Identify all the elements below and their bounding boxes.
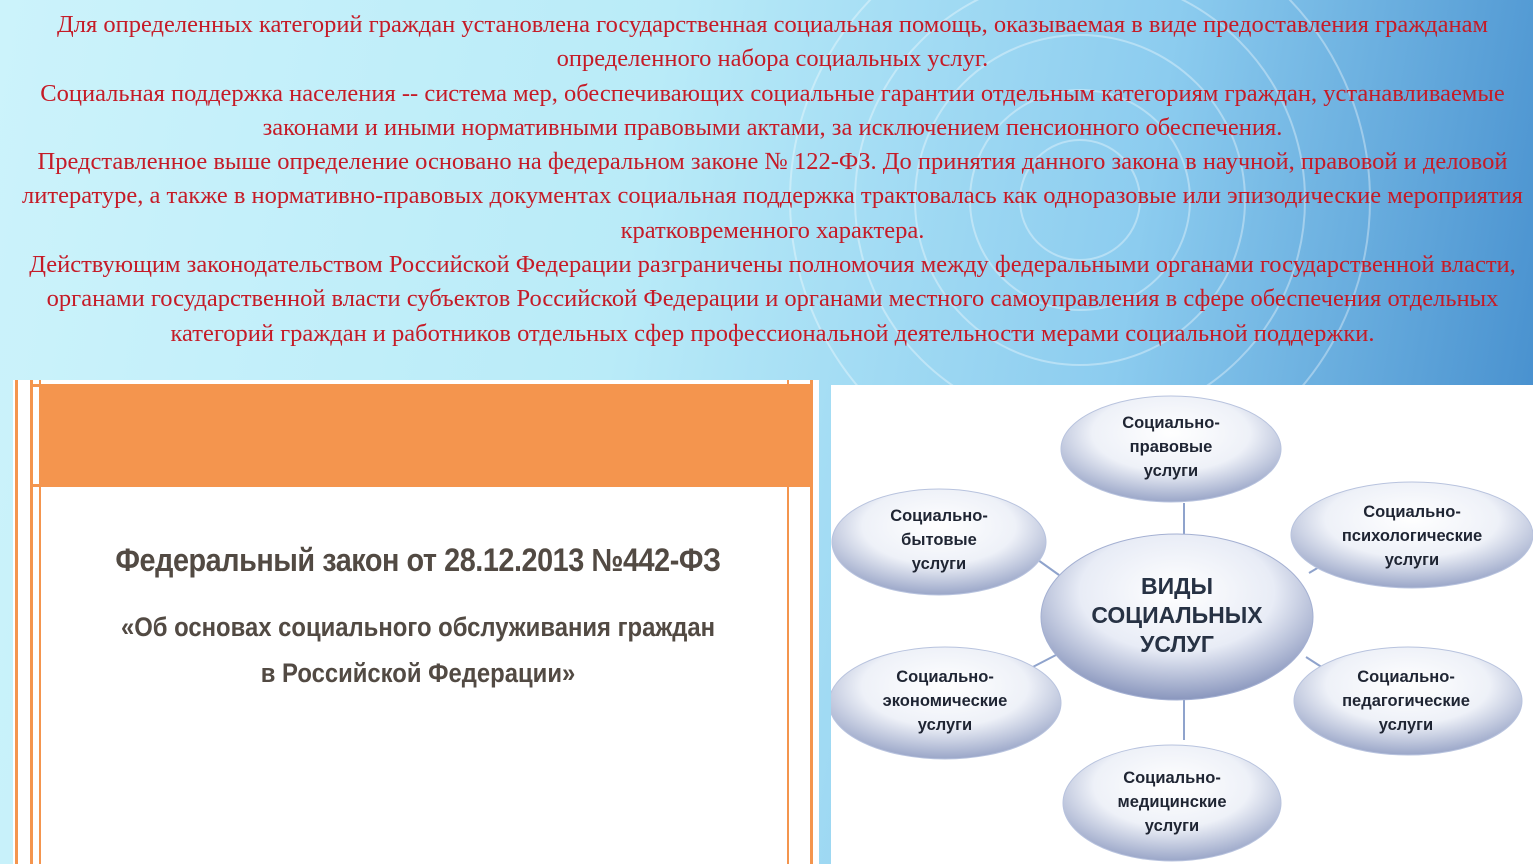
node-household xyxy=(849,504,1029,576)
law-card-frame-line xyxy=(15,380,18,864)
node-pedagogical xyxy=(1306,665,1506,737)
node-legal-line-2: правовые xyxy=(1129,438,1213,456)
node-pedagogical-line-1: Социально- xyxy=(1357,668,1455,686)
law-card-band-bottom-line xyxy=(33,484,813,487)
node-household-line-1: Социально- xyxy=(890,507,988,525)
node-economic-line-3: услуги xyxy=(917,716,973,734)
node-medical-line-2: медицинские xyxy=(1117,793,1227,811)
node-economic xyxy=(850,665,1040,737)
law-subtitle-line-1: «Об основах социального обслуживания граждан xyxy=(120,612,716,642)
node-pedagogical-line-3: услуги xyxy=(1378,716,1434,734)
law-card-frame-line xyxy=(39,380,41,864)
law-title: Федеральный закон от 28.12.2013 №442-ФЗ xyxy=(115,542,721,578)
node-center xyxy=(1037,572,1317,659)
node-center-line-3: УСЛУГ xyxy=(1140,631,1214,657)
node-psychological-line-1: Социально- xyxy=(1363,503,1461,521)
law-card-header-band xyxy=(41,384,812,484)
law-card xyxy=(13,380,819,864)
node-legal-line-3: услуги xyxy=(1143,462,1199,480)
node-psychological xyxy=(1312,500,1512,572)
node-medical xyxy=(1082,766,1262,838)
law-card-frame-line xyxy=(787,380,789,864)
intro-text xyxy=(15,8,1530,384)
law-subtitle-line-2: в Российской Федерации» xyxy=(260,658,576,688)
node-legal-line-1: Социально- xyxy=(1122,414,1220,432)
node-legal xyxy=(1081,411,1261,483)
node-psychological-line-3: услуги xyxy=(1384,551,1440,569)
node-center-line-1: ВИДЫ xyxy=(1140,573,1214,599)
law-card-frame-line xyxy=(30,380,33,864)
node-economic-line-1: Социально- xyxy=(896,668,994,686)
law-card-frame-line xyxy=(810,380,813,864)
node-medical-line-1: Социально- xyxy=(1123,769,1221,787)
law-card-band-top-line xyxy=(33,384,813,387)
node-psychological-line-2: психологические xyxy=(1341,527,1483,545)
node-household-line-3: услуги xyxy=(911,555,967,573)
services-diagram xyxy=(831,385,1533,864)
intro-paragraph-1: Для определенных категорий граждан установлена государственная социальная помощь, оказываемая в виде предоставления гражданам определенного набора социальных услуг. xyxy=(57,11,1488,73)
intro-paragraph-3: Представленное выше определение основано на федеральном законе № 122-ФЗ. До принятия данного закона в научной, правовой и деловой литературе, а также в нормативно-правовых документах социальная поддержка трактовалась как одноразовые или эпизодические мероприятия кратковременного характера. xyxy=(22,148,1523,244)
node-pedagogical-line-2: педагогические xyxy=(1342,692,1470,710)
node-economic-line-2: экономические xyxy=(882,692,1008,710)
node-center-line-2: СОЦИАЛЬНЫХ xyxy=(1091,602,1263,628)
node-household-line-2: бытовые xyxy=(901,531,977,549)
node-medical-line-3: услуги xyxy=(1144,817,1200,835)
intro-paragraph-4: Действующим законодательством Российской Федерации разграничены полномочия между федеральными органами государственной власти, органами государственной власти субъектов Российской Федерации и органами местного самоуправления в сфере обеспечения отдельных категорий граждан и работников отдельных сфер профессиональной деятельности мерами социальной поддержки. xyxy=(29,251,1516,347)
intro-paragraph-2: Социальная поддержка населения -- система мер, обеспечивающих социальные гарантии отдельным категориям граждан, устанавливаемые законами и иными нормативными правовыми актами, за исключением пенсионного обеспечения. xyxy=(40,79,1505,141)
law-subtitle xyxy=(99,604,738,696)
